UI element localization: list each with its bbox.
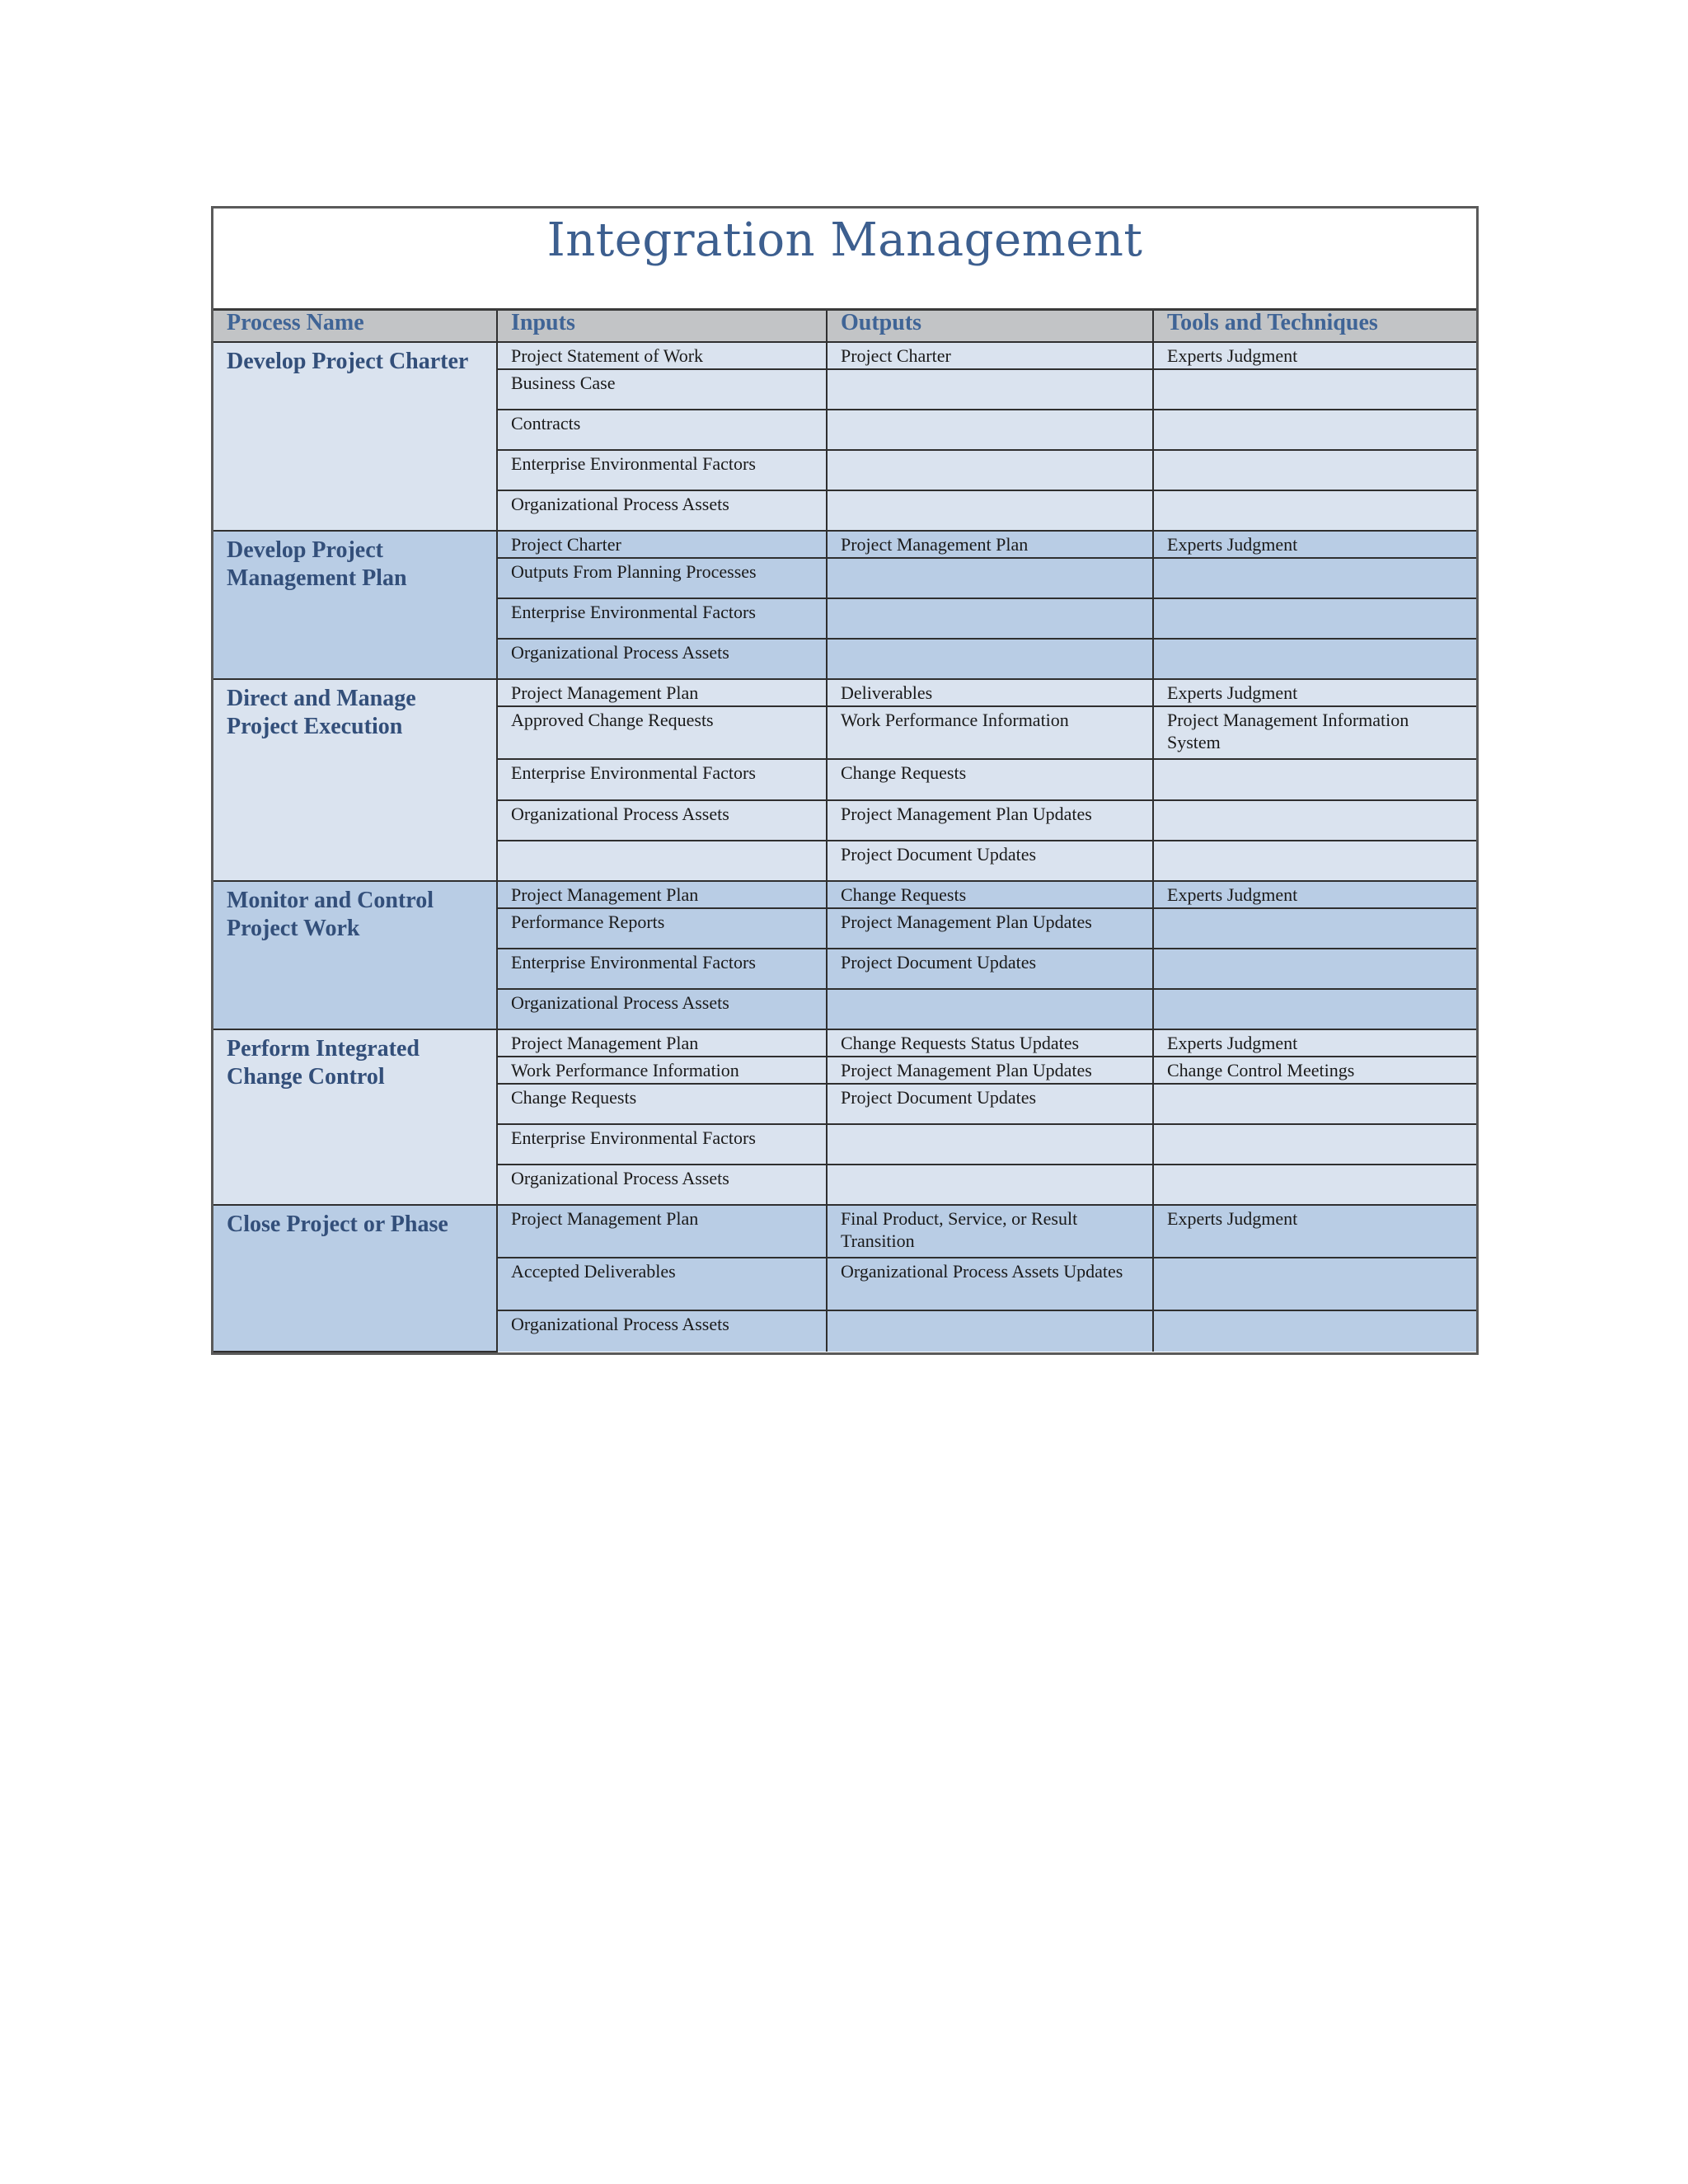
process-group (213, 679, 1476, 881)
tool-cell (1153, 639, 1476, 679)
header-inputs: Inputs (497, 311, 827, 342)
tool-cell (1153, 949, 1476, 989)
input-cell: Organizational Process Assets (497, 1310, 827, 1352)
process-name: Monitor and Control Project Work (213, 881, 497, 1029)
output-cell: Deliverables (827, 679, 1153, 706)
process-group (213, 1205, 1476, 1352)
input-cell: Work Performance Information (497, 1057, 827, 1084)
tool-cell (1153, 800, 1476, 841)
input-cell: Project Charter (497, 531, 827, 558)
output-cell (827, 989, 1153, 1029)
process-name: Perform Integrated Change Control (213, 1029, 497, 1205)
process-name: Develop Project Management Plan (213, 531, 497, 679)
process-group (213, 531, 1476, 679)
input-cell: Project Management Plan (497, 1205, 827, 1258)
output-cell: Final Product, Service, or Result Transition (827, 1205, 1153, 1258)
tool-cell (1153, 450, 1476, 490)
output-cell (827, 369, 1153, 410)
table-header (213, 311, 1476, 342)
input-cell: Project Statement of Work (497, 342, 827, 369)
input-cell (497, 841, 827, 881)
tool-cell (1153, 908, 1476, 949)
output-cell: Change Requests (827, 759, 1153, 800)
tool-cell: Experts Judgment (1153, 531, 1476, 558)
process-group (213, 1029, 1476, 1205)
header-tools-and-techniques: Tools and Techniques (1153, 311, 1476, 342)
output-cell (827, 490, 1153, 531)
process-group (213, 881, 1476, 1029)
tool-cell (1153, 369, 1476, 410)
tool-cell (1153, 1310, 1476, 1352)
tool-cell (1153, 1124, 1476, 1165)
input-cell: Organizational Process Assets (497, 1165, 827, 1205)
input-cell: Enterprise Environmental Factors (497, 949, 827, 989)
output-cell (827, 1165, 1153, 1205)
output-cell: Project Management Plan Updates (827, 908, 1153, 949)
tool-cell (1153, 410, 1476, 450)
output-cell (827, 1124, 1153, 1165)
output-cell: Project Management Plan (827, 531, 1153, 558)
tool-cell (1153, 759, 1476, 800)
input-cell: Organizational Process Assets (497, 800, 827, 841)
tool-cell: Experts Judgment (1153, 1029, 1476, 1057)
output-cell: Project Document Updates (827, 1084, 1153, 1124)
tool-cell: Experts Judgment (1153, 342, 1476, 369)
tool-cell (1153, 598, 1476, 639)
tool-cell: Experts Judgment (1153, 881, 1476, 908)
tool-cell (1153, 558, 1476, 598)
input-cell: Enterprise Environmental Factors (497, 1124, 827, 1165)
tool-cell (1153, 1258, 1476, 1310)
output-cell: Organizational Process Assets Updates (827, 1258, 1153, 1310)
process-name: Develop Project Charter (213, 342, 497, 531)
output-cell: Change Requests (827, 881, 1153, 908)
output-cell (827, 598, 1153, 639)
tool-cell: Project Management Information System (1153, 706, 1476, 759)
input-cell: Enterprise Environmental Factors (497, 598, 827, 639)
output-cell (827, 1310, 1153, 1352)
tool-cell (1153, 490, 1476, 531)
tool-cell (1153, 1084, 1476, 1124)
tool-cell: Experts Judgment (1153, 1205, 1476, 1258)
output-cell (827, 639, 1153, 679)
input-cell: Approved Change Requests (497, 706, 827, 759)
input-cell: Performance Reports (497, 908, 827, 949)
tool-cell: Change Control Meetings (1153, 1057, 1476, 1084)
input-cell: Organizational Process Assets (497, 989, 827, 1029)
process-table (213, 311, 1476, 1352)
title-box (213, 209, 1476, 311)
input-cell: Business Case (497, 369, 827, 410)
output-cell (827, 410, 1153, 450)
output-cell: Project Management Plan Updates (827, 800, 1153, 841)
output-cell: Project Charter (827, 342, 1153, 369)
tool-cell (1153, 989, 1476, 1029)
input-cell: Enterprise Environmental Factors (497, 450, 827, 490)
input-cell: Project Management Plan (497, 881, 827, 908)
input-cell: Organizational Process Assets (497, 490, 827, 531)
input-cell: Project Management Plan (497, 679, 827, 706)
tool-cell (1153, 1165, 1476, 1205)
output-cell (827, 558, 1153, 598)
page-title: Integration Management (546, 213, 1143, 267)
header-outputs: Outputs (827, 311, 1153, 342)
header-process-name: Process Name (213, 311, 497, 342)
output-cell: Project Management Plan Updates (827, 1057, 1153, 1084)
output-cell: Project Document Updates (827, 949, 1153, 989)
input-cell: Change Requests (497, 1084, 827, 1124)
process-name: Direct and Manage Project Execution (213, 679, 497, 881)
output-cell: Work Performance Information (827, 706, 1153, 759)
tool-cell (1153, 841, 1476, 881)
input-cell: Enterprise Environmental Factors (497, 759, 827, 800)
input-cell: Project Management Plan (497, 1029, 827, 1057)
output-cell (827, 450, 1153, 490)
output-cell: Project Document Updates (827, 841, 1153, 881)
input-cell: Outputs From Planning Processes (497, 558, 827, 598)
integration-management-table (211, 206, 1479, 1355)
tool-cell: Experts Judgment (1153, 679, 1476, 706)
output-cell: Change Requests Status Updates (827, 1029, 1153, 1057)
input-cell: Contracts (497, 410, 827, 450)
process-name: Close Project or Phase (213, 1205, 497, 1352)
process-group (213, 342, 1476, 531)
input-cell: Organizational Process Assets (497, 639, 827, 679)
input-cell: Accepted Deliverables (497, 1258, 827, 1310)
